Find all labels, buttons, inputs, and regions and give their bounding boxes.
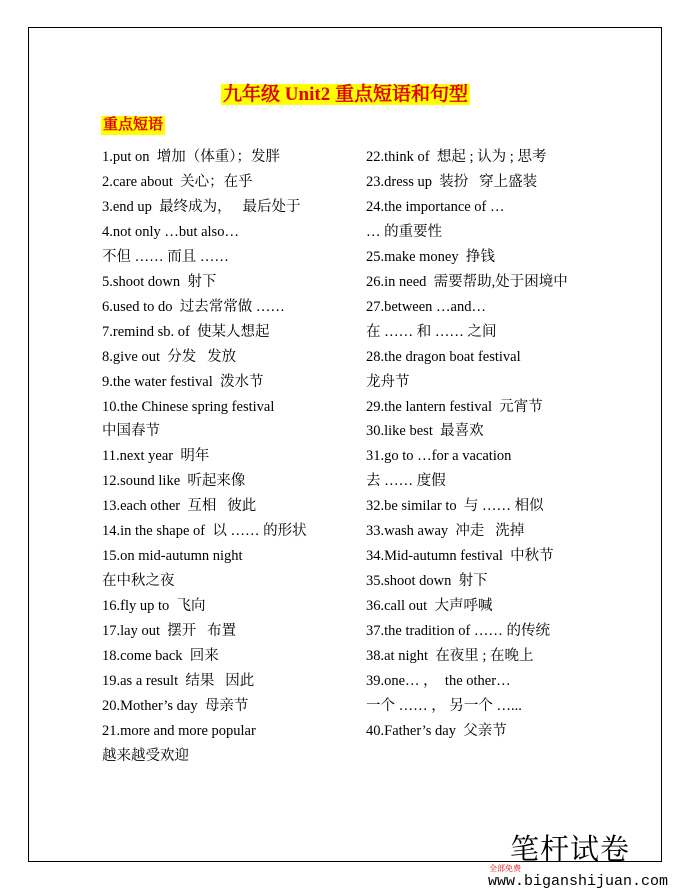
watermark-logo: 笔杆试卷 [510,832,631,866]
phrase-line: 38.at night 在夜里 ; 在晚上 [366,648,534,665]
phrase-item [102,370,307,395]
phrase-line: 29.the lantern festival 元宵节 [366,398,543,415]
phrase-item [102,719,307,769]
phrase-line: 不但 …… 而且 …… [102,248,229,265]
phrase-item [102,295,307,320]
phrase-item [102,195,307,220]
phrase-line: 16.fly up to 飞向 [102,598,206,615]
phrase-line: 14.in the shape of 以 …… 的形状 [102,523,307,540]
phrase-item [102,444,307,469]
phrase-line: 中国春节 [102,423,160,440]
phrase-line: 5.shoot down 射下 [102,273,217,290]
phrase-item [366,444,568,494]
phrase-line: 20.Mother’s day 母亲节 [102,697,249,714]
phrase-line: 一个 …… ， 另一个 …... [366,697,522,714]
phrase-line: 2.care about 关心；在乎 [102,173,253,190]
phrase-item [366,170,568,195]
phrase-line: 31.go to …for a vacation [366,448,512,465]
phrase-item [366,544,568,569]
phrase-item [366,145,568,170]
phrase-list-right [366,145,568,744]
phrase-line: 33.wash away 冲走 洗掉 [366,523,525,540]
phrase-item [366,245,568,270]
phrase-line: 龙舟节 [366,373,410,390]
phrase-line: 34.Mid-autumn festival 中秋节 [366,548,554,565]
phrase-item [102,644,307,669]
section-heading: 重点短语 [103,117,164,133]
phrase-item [102,494,307,519]
phrase-item [366,669,568,719]
phrase-line: 26.in need 需要帮助,处于困境中 [366,273,568,290]
phrase-item [102,145,307,170]
phrase-line: 去 …… 度假 [366,473,446,490]
phrase-line: 30.like best 最喜欢 [366,423,484,440]
phrase-line: 35.shoot down 射下 [366,573,488,590]
phrase-line: 37.the tradition of …… 的传统 [366,623,551,640]
phrase-line: 17.lay out 摆开 布置 [102,623,237,640]
phrase-line: 40.Father’s day 父亲节 [366,722,507,739]
phrase-line: 36.call out 大声呼喊 [366,598,493,615]
phrase-line: 11.next year 明年 [102,448,210,465]
phrase-item [102,469,307,494]
title-text: 九年级 Unit2 重点短语和句型 [223,84,468,105]
phrase-item [102,220,307,270]
phrase-item [102,619,307,644]
phrase-line: 22.think of 想起 ; 认为 ; 思考 [366,149,547,165]
phrase-line: 6.used to do 过去常常做 …… [102,298,285,315]
phrase-item [366,419,568,444]
phrase-item [102,345,307,370]
phrase-item [366,719,568,744]
phrase-item [102,669,307,694]
phrase-line: 3.end up 最终成为， 最后处于 [102,198,301,215]
phrase-item [366,494,568,519]
phrase-line: 32.be similar to 与 …… 相似 [366,498,544,515]
phrase-line: 8.give out 分发 发放 [102,348,237,365]
phrase-item [102,320,307,345]
phrase-line: 1.put on 增加（体重）；发胖 [102,149,281,165]
phrase-item [102,544,307,594]
phrase-item [366,519,568,544]
phrase-item [366,644,568,669]
phrase-line: 13.each other 互相 彼此 [102,498,257,515]
phrase-line: 39.one… ， the other… [366,673,511,690]
phrase-line: 27.between …and… [366,298,486,315]
phrase-item [366,295,568,345]
phrase-item [366,270,568,295]
phrase-line: 越来越受欢迎 [102,747,189,764]
phrase-line: 25.make money 挣钱 [366,248,495,265]
phrase-line: 在 …… 和 …… 之间 [366,323,497,340]
phrase-line: … 的重要性 [366,223,443,240]
phrase-line: 28.the dragon boat festival [366,348,521,365]
phrase-line: 4.not only …but also… [102,223,239,240]
phrase-item [102,519,307,544]
document-title [0,84,691,107]
phrase-item [102,395,307,445]
phrase-item [366,195,568,245]
phrase-line: 7.remind sb. of 使某人想起 [102,323,270,340]
phrase-item [366,345,568,395]
phrase-item [102,594,307,619]
phrase-item [102,694,307,719]
phrase-item [102,270,307,295]
watermark-tag: 全部免费 [489,864,521,873]
phrase-line: 23.dress up 装扮 穿上盛装 [366,173,538,190]
phrase-line: 19.as a result 结果 因此 [102,673,255,690]
phrase-list-left [102,145,307,769]
phrase-item [366,594,568,619]
phrase-line: 10.the Chinese spring festival [102,398,275,415]
phrase-line: 12.sound like 听起来像 [102,473,246,490]
phrase-line: 21.more and more popular [102,722,256,739]
phrase-item [366,395,568,420]
phrase-line: 9.the water festival 泼水节 [102,373,264,390]
phrase-item [366,569,568,594]
watermark-url: www.biganshijuan.com [488,873,669,890]
phrase-item [102,170,307,195]
phrase-line: 在中秋之夜 [102,573,175,590]
phrase-line: 15.on mid-autumn night [102,548,243,565]
phrase-line: 18.come back 回来 [102,648,219,665]
phrase-item [366,619,568,644]
phrase-line: 24.the importance of … [366,198,505,215]
